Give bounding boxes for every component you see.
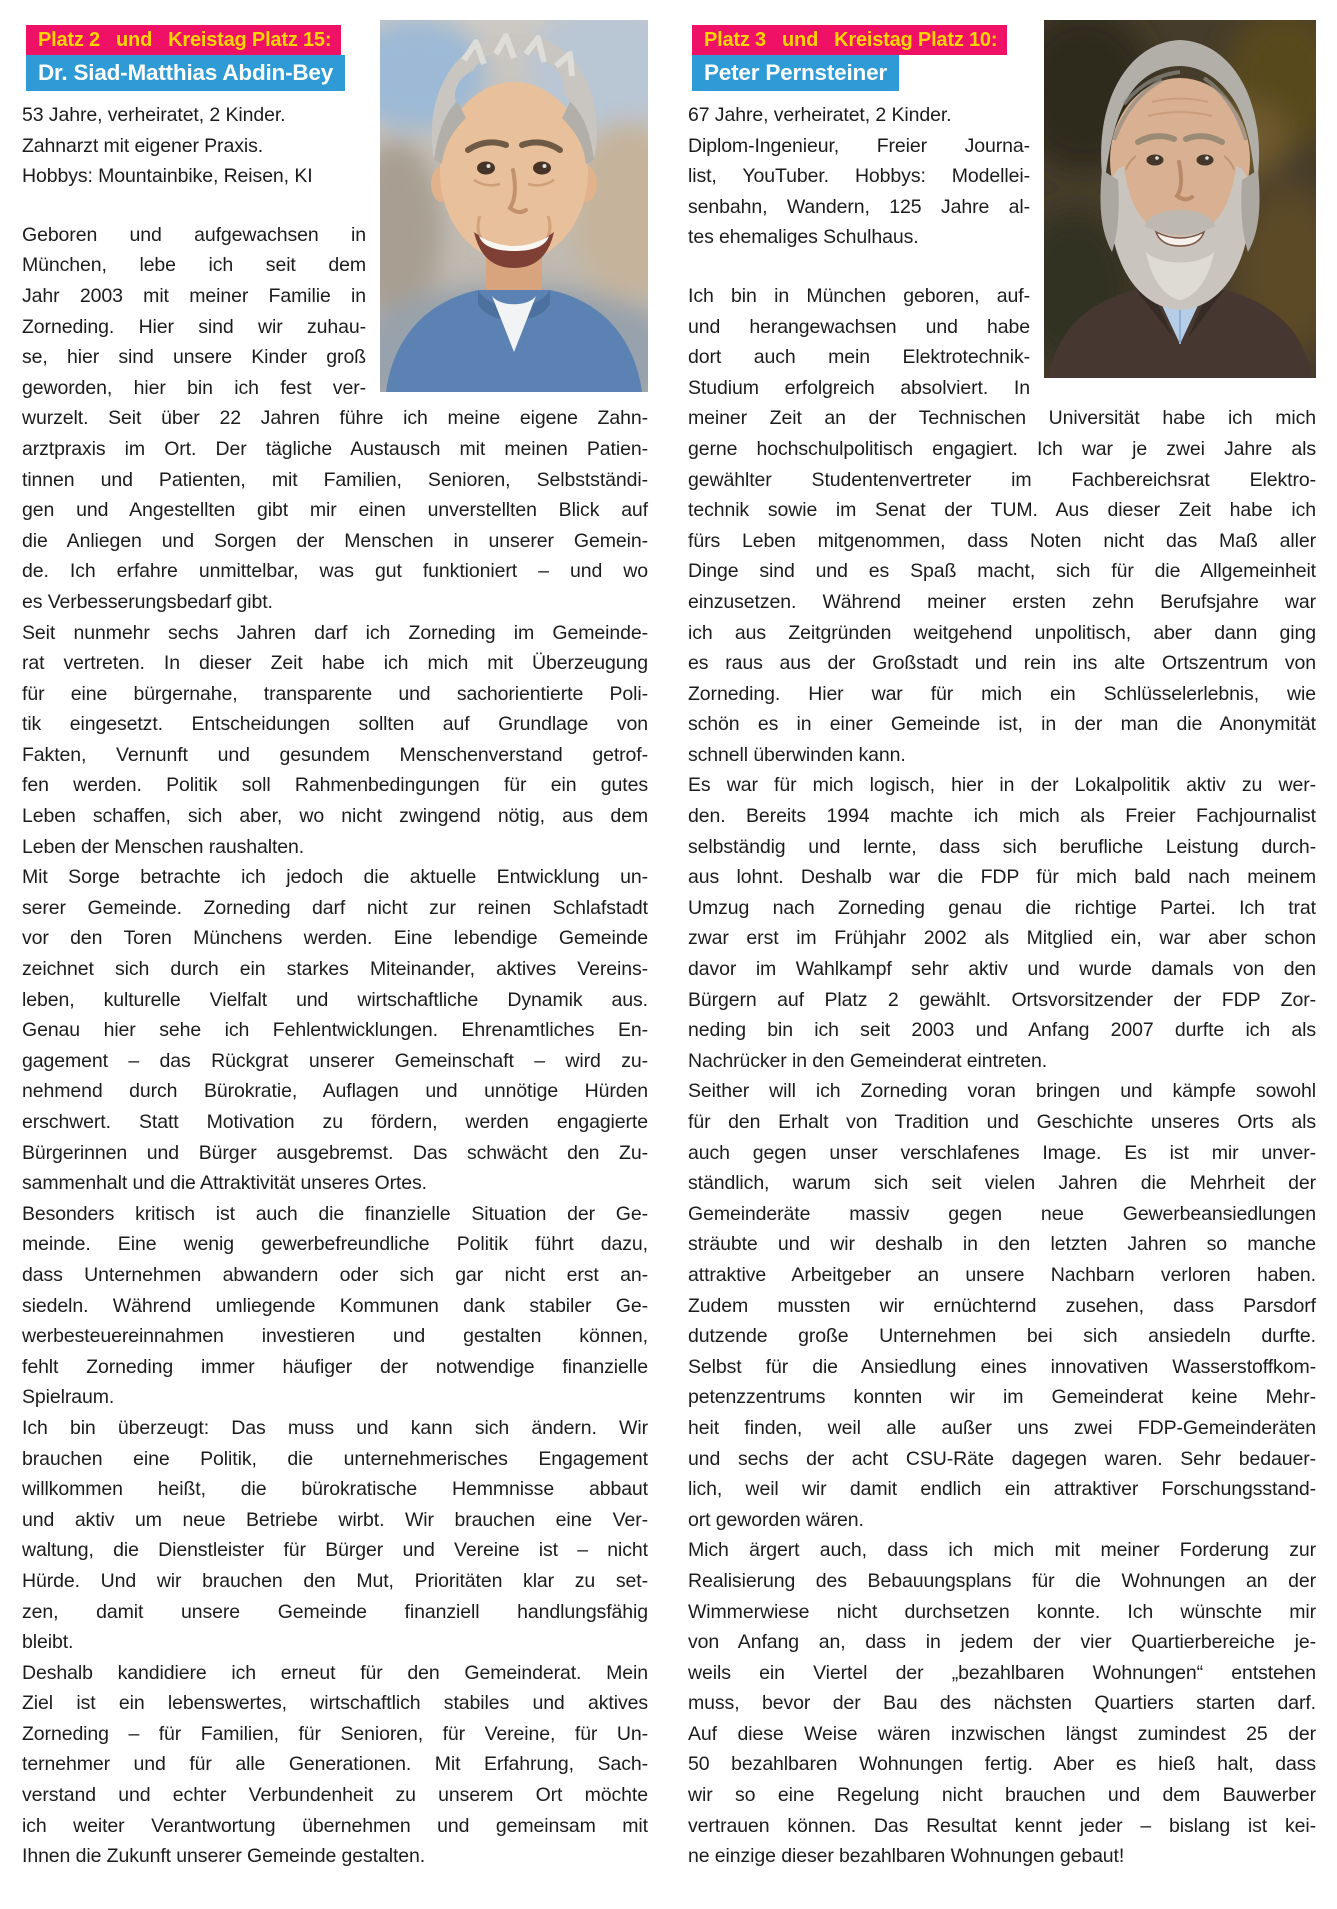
text-line: einzusetzen. Während meiner ersten zehn Berufsjahre war: [688, 590, 1316, 613]
text-line: Geboren und aufgewachsen in: [22, 223, 366, 246]
text-line: siedeln. Während umliegende Kommunen dank stabiler Ge-: [22, 1294, 648, 1317]
portrait-illustration-abdin-bey: [380, 20, 648, 392]
text-line: und sechs der acht CSU-Räte dagegen waren. Sehr bedauer-: [688, 1447, 1316, 1470]
text-line: senbahn, Wandern, 125 Jahre al-: [688, 195, 1030, 218]
text-line: 53 Jahre, verheiratet, 2 Kinder.: [22, 104, 286, 126]
text-line: fehlt Zorneding immer häufiger der notwendige finanzielle: [22, 1355, 648, 1378]
text-line: selbständig und lernte, dass sich berufliche Leistung durch-: [688, 835, 1316, 858]
text-line: Studium erfolgreich absolviert. In: [688, 376, 1030, 399]
text-line: es raus aus der Großstadt und rein ins alte Ortszentrum von: [688, 652, 1316, 675]
text-line: attraktive Arbeitgeber an unsere Nachbarn verloren haben.: [688, 1263, 1316, 1286]
text-line: Wimmerwiese nicht durchsetzen konnte. Ich wünschte mir: [688, 1600, 1316, 1623]
text-line: für den Erhalt von Tradition und Geschichte unseres Orts als: [688, 1111, 1316, 1133]
text-line: 67 Jahre, verheiratet, 2 Kinder.: [688, 104, 952, 126]
candidate-section-pernsteiner: [688, 20, 1316, 1872]
candidate-photo-abdin-bey: [380, 20, 648, 392]
text-line: tes ehemaliges Schulhaus.: [688, 226, 919, 249]
text-line: davor im Wahlkampf sehr aktiv und wurde damals von den: [688, 958, 1316, 981]
text-line: Selbst für die Ansiedlung eines innovativen Wasserstoffkom-: [688, 1355, 1316, 1378]
text-line: bleibt.: [22, 1631, 74, 1654]
text-line: Umzug nach Zorneding genau die richtige Partei. Ich trat: [688, 896, 1316, 919]
text-line: Seither will ich Zorneding voran bringen und kämpfe sowohl: [688, 1080, 1316, 1103]
text-line: Auf diese Weise wären inzwischen längst zumindest 25 der: [688, 1722, 1316, 1745]
text-line: Realisierung des Bebauungsplans für die Wohnungen an der: [688, 1569, 1316, 1592]
text-line: ich aus Zeitgründen weitgehend unpolitisch, aber dann ging: [688, 621, 1316, 644]
text-line: muss, bevor der Bau des nächsten Quartiers starten darf.: [688, 1692, 1316, 1715]
text-line: Deshalb kandidiere ich erneut für den Gemeinderat. Mein: [22, 1661, 648, 1684]
text-line: Besonders kritisch ist auch die finanzielle Situation der Ge-: [22, 1202, 648, 1225]
text-line: meiner Zeit an der Technischen Universität habe ich mich: [688, 407, 1316, 430]
text-line: vertrauen können. Das Resultat kennt jeder – bislang ist kei-: [688, 1814, 1316, 1837]
text-line: Zahnarzt mit eigener Praxis.: [22, 134, 264, 157]
text-line: rat vertreten. In dieser Zeit habe ich mich mit Überzeugung: [22, 652, 648, 675]
text-line: lich, weil wir damit endlich ein attraktiver Forschungsstand-: [688, 1478, 1316, 1501]
text-line: es Verbesserungsbedarf gibt.: [22, 590, 273, 613]
text-line: Gemeinderäte massiv gegen neue Gewerbeansiedlungen: [688, 1202, 1316, 1225]
text-line: leben, kulturelle Vielfalt und wirtschaftliche Dynamik aus.: [22, 988, 648, 1011]
text-line: willkommen heißt, die bürokratische Hemmnisse abbaut: [22, 1478, 648, 1501]
text-line: werbesteuereinnahmen investieren und gestalten können,: [22, 1325, 648, 1348]
text-line: Zorneding. Hier war für mich ein Schlüsselerlebnis, wie: [688, 682, 1316, 705]
text-line: Es war für mich logisch, hier in der Lokalpolitik aktiv zu wer-: [688, 774, 1316, 797]
text-line: den. Bereits 1994 machte ich mich als Freier Fachjournalist: [688, 805, 1316, 828]
text-line: und herangewachsen und habe: [688, 315, 1030, 338]
text-line: sträubte und wir deshalb in den letzten Jahren so manche: [688, 1233, 1316, 1256]
text-line: ständlich, warum sich seit vielen Jahren die Mehrheit der: [688, 1172, 1316, 1195]
text-line: verstand und echter Verbundenheit zu unserem Ort möchte: [22, 1784, 648, 1807]
text-line: Zorneding – für Familien, für Senioren, für Vereine, für Un-: [22, 1722, 648, 1745]
text-line: heit finden, weil alle außer uns zwei FDP-Gemeinderäten: [688, 1416, 1316, 1439]
text-line: zen, damit unsere Gemeinde finanziell handlungsfähig: [22, 1600, 648, 1623]
text-line: Fakten, Vernunft und gesundem Menschenverstand getrof-: [22, 743, 648, 766]
text-line: Leben der Menschen raushalten.: [22, 835, 305, 858]
text-line: Mich ärgert auch, dass ich mich mit meiner Forderung zur: [688, 1539, 1316, 1562]
text-line: wir so eine Regelung nicht brauchen und dem Bauwerber: [688, 1784, 1316, 1807]
text-line: arztpraxis im Ort. Der tägliche Austausch mit meinen Patien-: [22, 437, 648, 460]
text-line: dutzende große Unternehmen bei sich ansiedeln durfte.: [688, 1325, 1316, 1348]
text-line: Diplom-Ingenieur, Freier Journa-: [688, 134, 1030, 157]
text-line: ich weiter Verantwortung übernehmen und gemeinsam mit: [22, 1814, 648, 1837]
text-line: gagement – das Rückgrat unserer Gemeinschaft – wird zu-: [22, 1049, 648, 1072]
text-line: Zorneding. Hier sind wir zuhau-: [22, 315, 366, 338]
platz-label-left: Platz 2 und Kreistag Platz 15:: [26, 25, 341, 55]
text-line: petenzzentrums konnten wir im Gemeinderat keine Mehr-: [688, 1386, 1316, 1409]
text-line: list, YouTuber. Hobbys: Modellei-: [688, 165, 1030, 188]
text-line: neding bin ich seit 2003 und Anfang 2007 durfte ich als: [688, 1019, 1316, 1042]
text-line: fürs Leben mitgenommen, dass Noten nicht das Maß aller: [688, 529, 1316, 552]
text-line: Seit nunmehr sechs Jahren darf ich Zorneding im Gemeinde-: [22, 621, 648, 644]
text-line: Hürde. Und wir brauchen den Mut, Prioritäten klar zu set-: [22, 1569, 648, 1592]
text-line: dass Unternehmen abwandern oder sich gar nicht erst an-: [22, 1263, 648, 1286]
text-line: für eine bürgernahe, transparente und sachorientierte Poli-: [22, 682, 648, 705]
text-line: sammenhalt und die Attraktivität unseres Ortes.: [22, 1172, 427, 1195]
text-line: wurzelt. Seit über 22 Jahren führe ich meine eigene Zahn-: [22, 407, 648, 430]
text-line: Ich bin in München geboren, auf-: [688, 284, 1030, 307]
text-line: tik eingesetzt. Entscheidungen sollten auf Grundlage von: [22, 713, 648, 736]
text-line: Zudem mussten wir ernüchternd zusehen, dass Parsdorf: [688, 1294, 1316, 1317]
text-line: Leben schaffen, sich aber, wo nicht zwingend nötig, aus dem: [22, 805, 648, 828]
text-line: waltung, die Dienstleister für Bürger und Vereine ist – nicht: [22, 1539, 648, 1562]
text-line: ne einzige dieser bezahlbaren Wohnungen gebaut!: [688, 1845, 1125, 1868]
text-line: Genau hier sehe ich Fehlentwicklungen. Ehrenamtliches En-: [22, 1019, 648, 1042]
text-line: technik sowie im Senat der TUM. Aus dieser Zeit habe ich: [688, 499, 1316, 522]
candidate-name-left: Dr. Siad-Matthias Abdin-Bey: [26, 55, 345, 91]
text-line: Ihnen die Zukunft unserer Gemeinde gestalten.: [22, 1845, 426, 1868]
text-line: Bürgerinnen und Bürger ausgebremst. Das schwächt den Zu-: [22, 1141, 648, 1164]
text-line: München, lebe ich seit dem: [22, 254, 366, 277]
text-line: nehmend durch Bürokratie, Auflagen und unnötige Hürden: [22, 1080, 648, 1103]
text-line: fen werden. Politik soll Rahmenbedingungen für ein gutes: [22, 774, 648, 797]
text-line: ort geworden wären.: [688, 1508, 864, 1531]
portrait-illustration-pernsteiner: [1044, 20, 1316, 378]
text-line: schnell überwinden kann.: [688, 743, 906, 766]
text-line: und aktiv um neue Betriebe wirbt. Wir brauchen eine Ver-: [22, 1508, 648, 1531]
text-line: Jahr 2003 mit meiner Familie in: [22, 284, 366, 307]
candidate-photo-pernsteiner: [1044, 20, 1316, 378]
text-line: gerne hochschulpolitisch engagiert. Ich war je zwei Jahre als: [688, 437, 1316, 460]
text-line: zwar erst im Frühjahr 2002 als Mitglied ein, war aber schon: [688, 927, 1316, 950]
text-line: erschwert. Statt Motivation zu fördern, werden engagierte: [22, 1111, 648, 1133]
text-line: auch gegen unser verschlafenes Image. Es ist mir unver-: [688, 1141, 1316, 1164]
text-line: vor den Toren Münchens werden. Eine lebendige Gemeinde: [22, 927, 648, 950]
text-line: zeichnet sich durch ein starkes Miteinander, aktives Vereins-: [22, 958, 648, 981]
text-line: gewählter Studentenvertreter im Fachbereichsrat Elektro-: [688, 468, 1316, 491]
text-line: Bürgern auf Platz 2 gewählt. Ortsvorsitzender der FDP Zor-: [688, 988, 1316, 1011]
text-line: 50 bezahlbaren Wohnungen fertig. Aber es hieß halt, dass: [688, 1753, 1316, 1776]
text-line: geworden, hier bin ich fest ver-: [22, 376, 366, 399]
text-line: serer Gemeinde. Zorneding darf nicht zur reinen Schlafstadt: [22, 896, 648, 919]
text-line: Ich bin überzeugt: Das muss und kann sich ändern. Wir: [22, 1416, 648, 1439]
text-line: weils ein Viertel der „bezahlbaren Wohnungen“ entstehen: [688, 1661, 1316, 1684]
text-line: Mit Sorge betrachte ich jedoch die aktuelle Entwicklung un-: [22, 866, 648, 889]
text-line: Nachrücker in den Gemeinderat eintreten.: [688, 1049, 1048, 1072]
text-line: Ziel ist ein lebenswertes, wirtschaftlich stabiles und aktives: [22, 1692, 648, 1715]
text-line: Hobbys: Mountainbike, Reisen, KI: [22, 165, 313, 188]
text-line: Dinge sind und es Spaß macht, sich für die Allgemeinheit: [688, 560, 1316, 583]
text-line: gen und Angestellten gibt mir einen unverstellten Blick auf: [22, 499, 648, 522]
text-line: Spielraum.: [22, 1386, 115, 1409]
platz-label-right: Platz 3 und Kreistag Platz 10:: [692, 25, 1007, 55]
text-line: meinde. Eine wenig gewerbefreundliche Politik führt dazu,: [22, 1233, 648, 1256]
text-line: von Anfang an, dass in jedem der vier Quartierbereiche je-: [688, 1631, 1316, 1654]
text-line: aus lohnt. Deshalb war die FDP für mich bald nach meinem: [688, 866, 1316, 889]
candidate-section-abdin-bey: [22, 20, 648, 1872]
text-line: schön es in einer Gemeinde ist, in der man die Anonymität: [688, 713, 1316, 736]
text-line: die Anliegen und Sorgen der Menschen in unserer Gemein-: [22, 529, 648, 552]
text-line: dort auch mein Elektrotechnik-: [688, 346, 1030, 369]
candidate-name-right: Peter Pernsteiner: [692, 55, 899, 91]
text-line: tinnen und Patienten, mit Familien, Senioren, Selbstständi-: [22, 468, 648, 491]
text-line: ternehmer und für alle Generationen. Mit Erfahrung, Sach-: [22, 1753, 648, 1776]
text-line: de. Ich erfahre unmittelbar, was gut funktioniert – und wo: [22, 560, 648, 583]
text-line: brauchen eine Politik, die unternehmerisches Engagement: [22, 1447, 648, 1470]
text-line: se, hier sind unsere Kinder groß: [22, 346, 366, 369]
